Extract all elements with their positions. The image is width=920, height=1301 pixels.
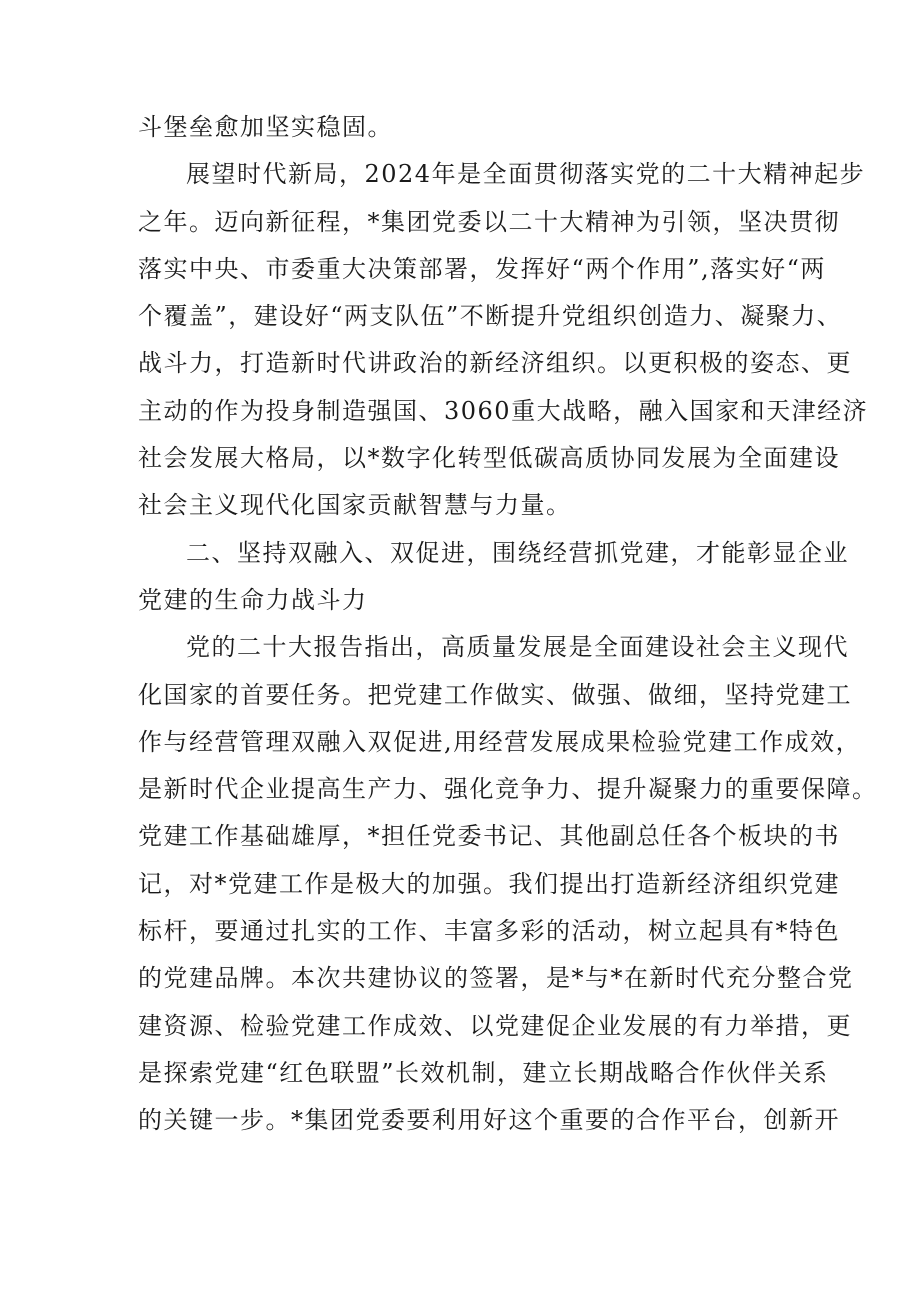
- paragraph-3-line-9: 建资源、检验党建工作成效、以党建促企业发展的有力举措，更: [138, 1011, 852, 1040]
- paragraph-3-line-7: 标杆，要通过扎实的工作、丰富多彩的活动，树立起具有*特色: [138, 917, 840, 946]
- paragraph-3-line-4: 是新时代企业提高生产力、强化竞争力、提升凝聚力的重要保障。: [138, 775, 878, 804]
- paragraph-2-line-4: 个覆盖”，建设好“两支队伍”不断提升党组织创造力、凝聚力、: [138, 302, 843, 331]
- paragraph-2-line-5: 战斗力，打造新时代讲政治的新经济组织。以更积极的姿态、更: [138, 349, 852, 378]
- paragraph-2-line-1: 展望时代新局，2024年是全面贯彻落实党的二十大精神起步: [186, 160, 866, 189]
- paragraph-1-line-1: 斗堡垒愈加坚实稳固。: [138, 113, 393, 141]
- paragraph-3-line-5: 党建工作基础雄厚，*担任党委书记、其他副总任各个板块的书: [138, 822, 840, 851]
- paragraph-3-line-8: 的党建品牌。本次共建协议的签署，是*与*在新时代充分整合党: [138, 964, 854, 993]
- paragraph-2-line-3: 落实中央、市委重大决策部署，发挥好“两个作用”,落实好“两: [138, 254, 826, 283]
- paragraph-3-line-1: 党的二十大报告指出，高质量发展是全面建设社会主义现代: [186, 633, 849, 662]
- paragraph-3-line-6: 记，对*党建工作是极大的加强。我们提出打造新经济组织党建: [138, 869, 840, 898]
- paragraph-2-line-2: 之年。迈向新征程，*集团党委以二十大精神为引领，坚决贯彻: [138, 207, 840, 236]
- paragraph-2-line-8: 社会主义现代化国家贡献智慧与力量。: [138, 491, 572, 520]
- section-heading-line-1: 二、坚持双融入、双促进，围绕经营抓党建，才能彰显企业: [186, 538, 849, 567]
- paragraph-3-line-10: 是探索党建“红色联盟”长效机制，建立长期战略合作伙伴关系: [138, 1058, 829, 1087]
- paragraph-3-line-11: 的关键一步。*集团党委要利用好这个重要的合作平台，创新开: [138, 1106, 840, 1135]
- paragraph-2-line-6: 主动的作为投身制造强国、3060重大战略，融入国家和天津经济: [138, 396, 869, 425]
- document-body: [138, 104, 878, 1145]
- paragraph-3-line-3: 作与经营管理双融入双促进,用经营发展成果检验党建工作成效，: [138, 727, 862, 756]
- paragraph-2-line-7: 社会发展大格局，以*数字化转型低碳高质协同发展为全面建设: [138, 444, 840, 473]
- paragraph-3-line-2: 化国家的首要任务。把党建工作做实、做强、做细，坚持党建工: [138, 680, 852, 709]
- section-heading-line-2: 党建的生命力战斗力: [138, 585, 368, 614]
